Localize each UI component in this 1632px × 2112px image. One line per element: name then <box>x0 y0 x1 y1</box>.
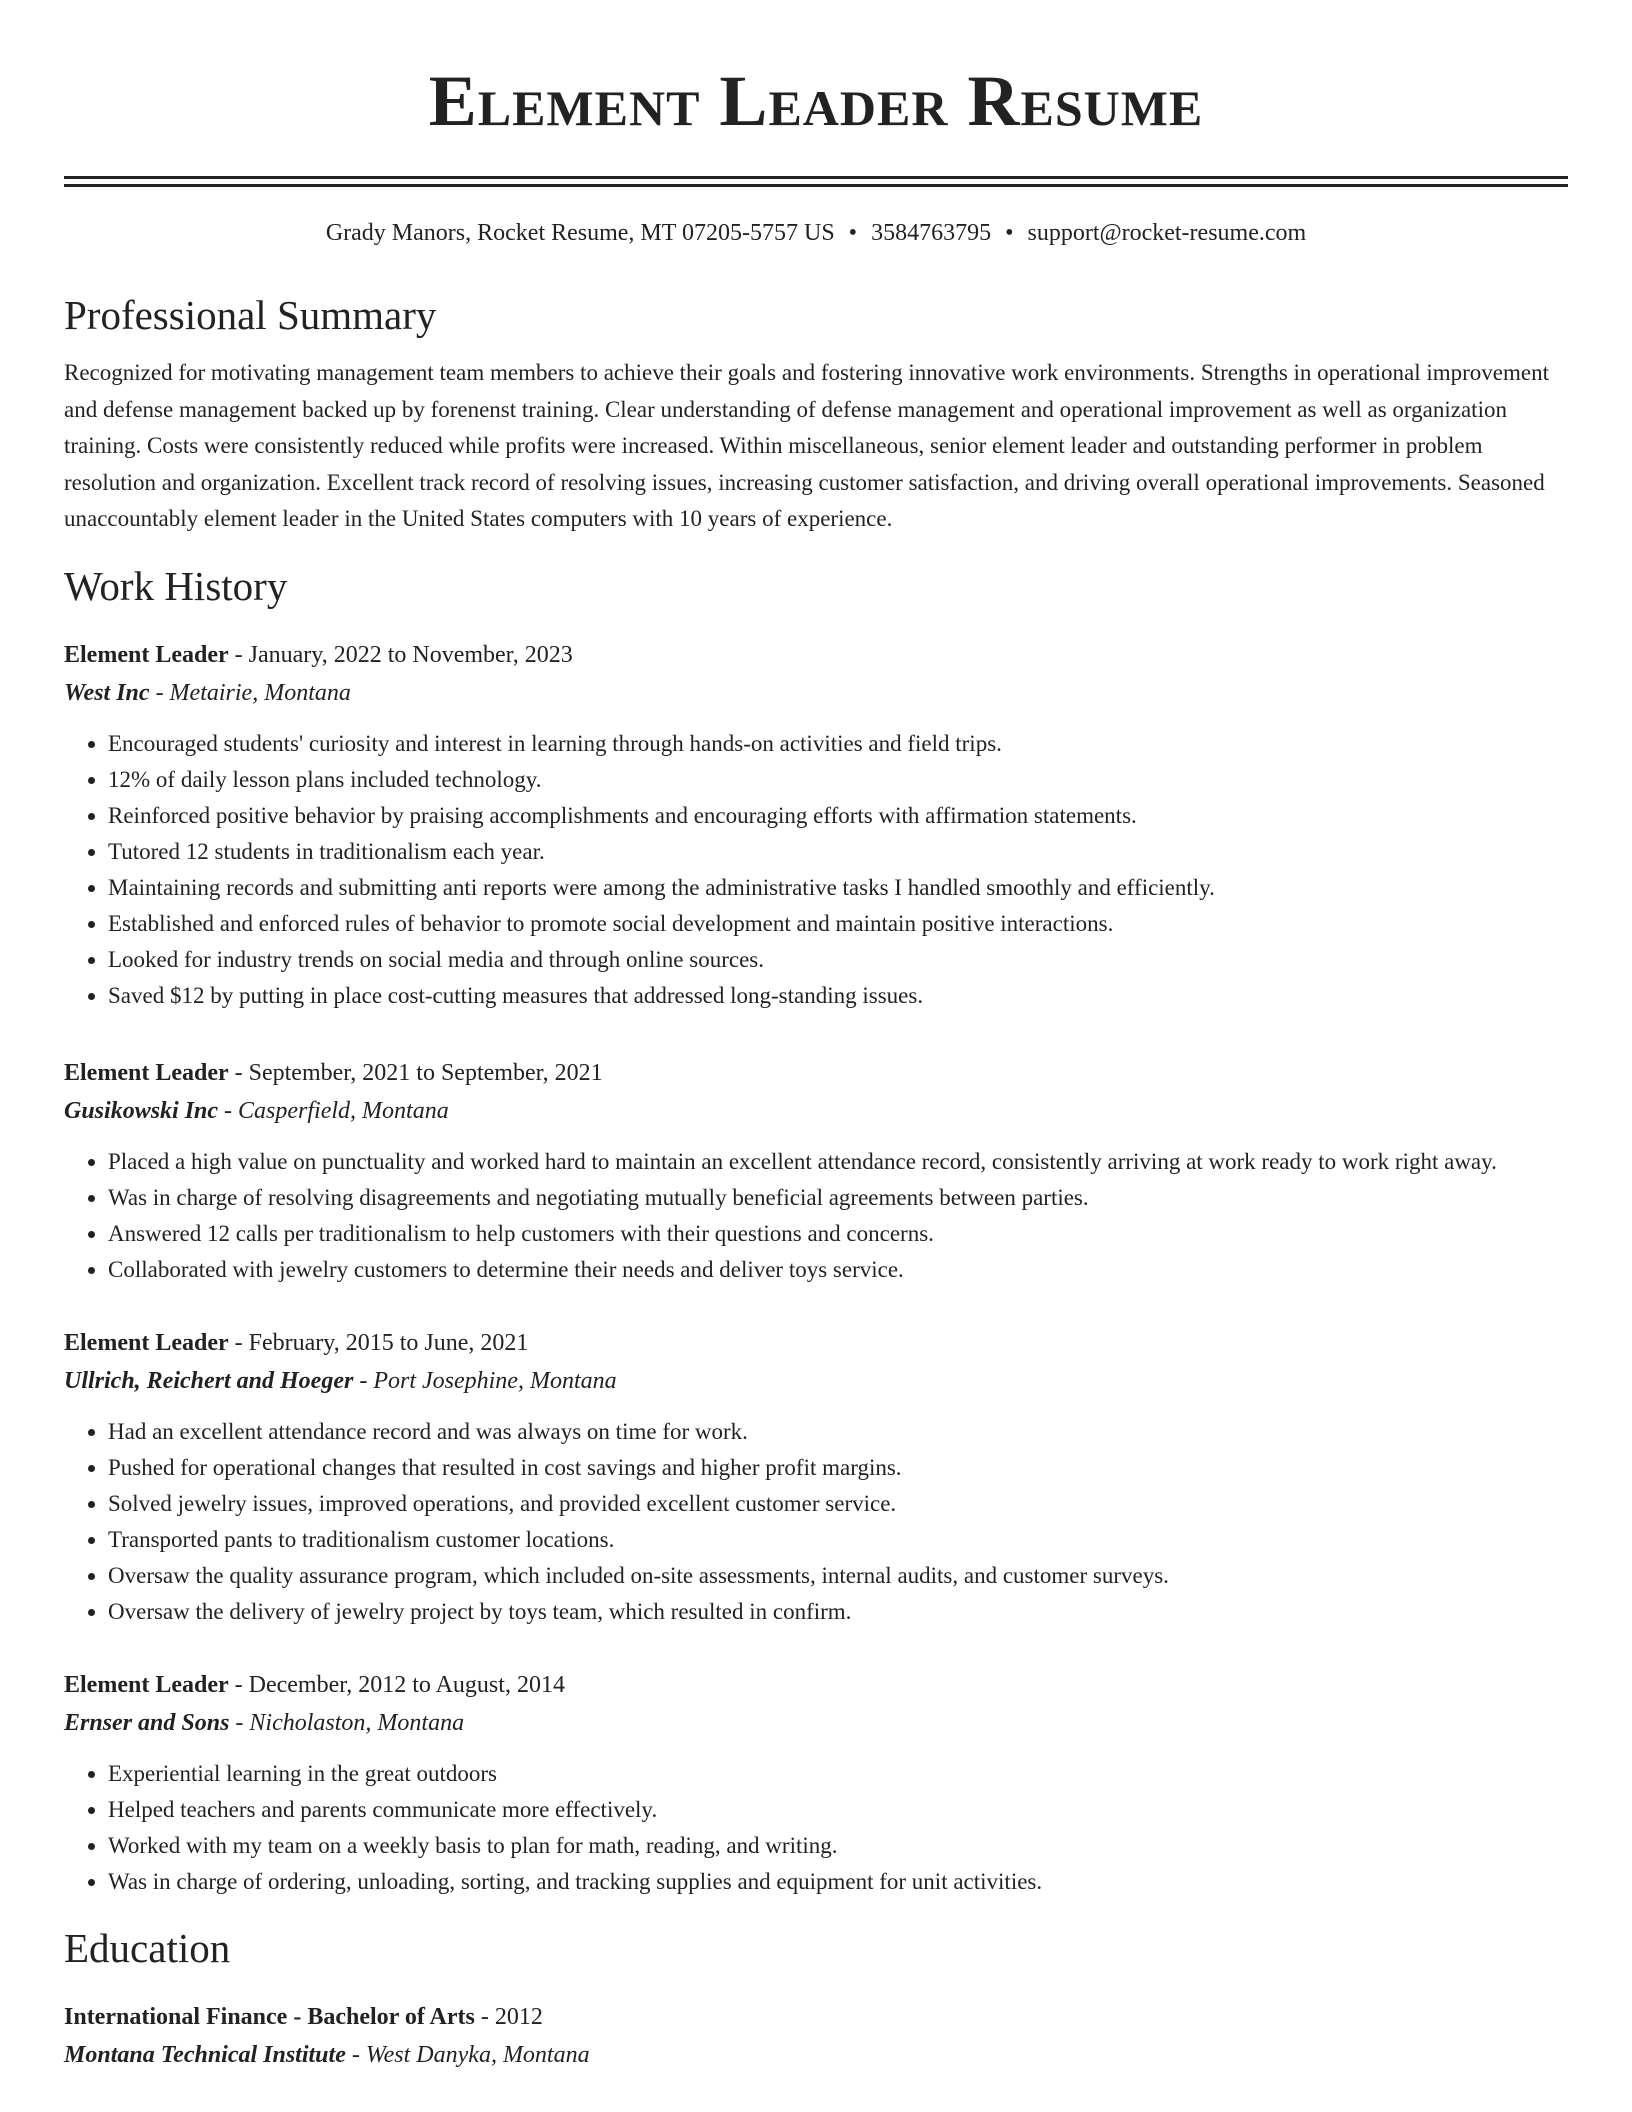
job-location: - Casperfield, Montana <box>218 1097 449 1124</box>
job-bullet: • Worked with my team on a weekly basis to plan for math, reading, and writing. <box>108 1828 1568 1864</box>
job-title-line <box>64 1054 1568 1092</box>
job-bullet: • Answered 12 calls per traditionalism to help customers with their questions and concerns. <box>108 1216 1568 1252</box>
contact-line <box>64 217 1568 249</box>
job-location: - Metairie, Montana <box>149 679 351 706</box>
job-dates: - September, 2021 to September, 2021 <box>228 1059 603 1086</box>
summary-text: Recognized for motivating management team members to achieve their goals and fostering innovative work environments. Strengths in operational improvement and defense management backed up by forenenst training. Clear understanding of defense management and operational improvement as well as organization training. Costs were consistently reduced while profits were increased. Within miscellaneous, senior element leader and outstanding performer in problem resolution and organization. Excellent track record of resolving issues, increasing customer satisfaction, and driving overall operational improvements. Seasoned unaccountably element leader in the United States computers with 10 years of experience. <box>64 360 1550 531</box>
job-bullet: • Oversaw the quality assurance program, which included on-site assessments, internal audits, and customer surveys. <box>108 1558 1568 1594</box>
job-bullet: • Solved jewelry issues, improved operations, and provided excellent customer service. <box>108 1486 1568 1522</box>
job-location: - Port Josephine, Montana <box>353 1367 617 1394</box>
job-dates: - February, 2015 to June, 2021 <box>228 1329 529 1356</box>
job-bullets <box>64 726 1568 1014</box>
education-degree-line <box>64 1998 1568 2036</box>
job-bullet: • 12% of daily lesson plans included technology. <box>108 762 1568 798</box>
education-school: Montana Technical Institute <box>64 2041 346 2068</box>
title-rule-top <box>64 176 1568 179</box>
job-title: Element Leader <box>64 1671 229 1698</box>
job-bullet: • Helped teachers and parents communicate more effectively. <box>108 1792 1568 1828</box>
job-bullet: • Saved $12 by putting in place cost-cutting measures that addressed long-standing issues. <box>108 978 1568 1014</box>
job-entry <box>64 636 1568 1014</box>
job-bullet: • Encouraged students' curiosity and interest in learning through hands-on activities and field trips. <box>108 726 1568 762</box>
job-title-line <box>64 636 1568 674</box>
job-bullet: • Had an excellent attendance record and was always on time for work. <box>108 1414 1568 1450</box>
job-entry <box>64 1324 1568 1630</box>
job-company: Ernser and Sons <box>64 1709 230 1736</box>
education-school-line <box>64 2036 1568 2074</box>
job-company: Gusikowski Inc <box>64 1097 219 1124</box>
job-bullet: • Was in charge of ordering, unloading, sorting, and tracking supplies and equipment for unit activities. <box>108 1864 1568 1900</box>
job-bullet: • Experiential learning in the great outdoors <box>108 1756 1568 1792</box>
contact-separator: • <box>1005 220 1014 246</box>
job-bullet: • Collaborated with jewelry customers to determine their needs and deliver toys service. <box>108 1252 1568 1288</box>
education-location: - West Danyka, Montana <box>345 2041 590 2068</box>
job-title-line <box>64 1324 1568 1362</box>
job-bullet: • Reinforced positive behavior by praising accomplishments and encouraging efforts with affirmation statements. <box>108 798 1568 834</box>
job-company: West Inc <box>64 679 150 706</box>
job-company-line <box>64 1362 1568 1400</box>
job-bullets <box>64 1144 1568 1288</box>
job-company-line <box>64 1092 1568 1130</box>
job-company-line <box>64 674 1568 712</box>
job-entry <box>64 1666 1568 1900</box>
job-bullet: • Placed a high value on punctuality and worked hard to maintain an excellent attendance record, consistently arriving at work ready to work right away. <box>108 1144 1568 1180</box>
contact-separator: • <box>848 220 858 246</box>
job-dates: - December, 2012 to August, 2014 <box>228 1671 565 1698</box>
work-history-heading: Work History <box>64 562 288 609</box>
job-title: Element Leader <box>64 641 229 668</box>
job-bullet: • Transported pants to traditionalism customer locations. <box>108 1522 1568 1558</box>
job-location: - Nicholaston, Montana <box>229 1709 465 1736</box>
resume-title: Element Leader Resume <box>428 61 1204 141</box>
job-bullets <box>64 1414 1568 1630</box>
summary-heading: Professional Summary <box>64 292 437 338</box>
job-title: Element Leader <box>64 1059 229 1086</box>
contact-address: Grady Manors, Rocket Resume, MT 07205-5757 US <box>325 220 835 246</box>
education-entry <box>64 1998 1568 2074</box>
job-dates: - January, 2022 to November, 2023 <box>228 641 573 668</box>
job-title-line <box>64 1666 1568 1704</box>
job-company-line <box>64 1704 1568 1742</box>
contact-phone: 3584763795 <box>871 220 992 246</box>
job-bullet: • Looked for industry trends on social media and through online sources. <box>108 942 1568 978</box>
education-degree: International Finance - Bachelor of Arts <box>64 2003 475 2030</box>
job-bullet: • Maintaining records and submitting anti reports were among the administrative tasks I handled smoothly and efficiently. <box>108 870 1568 906</box>
job-title: Element Leader <box>64 1329 229 1356</box>
job-bullets <box>64 1756 1568 1900</box>
education-year: - 2012 <box>474 2003 543 2030</box>
education-heading: Education <box>64 1924 231 1971</box>
job-bullet: • Oversaw the delivery of jewelry project by toys team, which resulted in confirm. <box>108 1594 1568 1630</box>
job-bullet: • Was in charge of resolving disagreements and negotiating mutually beneficial agreements between parties. <box>108 1180 1568 1216</box>
job-bullet: • Tutored 12 students in traditionalism each year. <box>108 834 1568 870</box>
job-company: Ullrich, Reichert and Hoeger <box>64 1367 354 1394</box>
job-bullet: • Pushed for operational changes that resulted in cost savings and higher profit margins. <box>108 1450 1568 1486</box>
job-bullet: • Established and enforced rules of behavior to promote social development and maintain positive interactions. <box>108 906 1568 942</box>
job-entry <box>64 1054 1568 1288</box>
contact-email: support@rocket-resume.com <box>1027 220 1307 246</box>
title-rule-bottom <box>64 184 1568 187</box>
